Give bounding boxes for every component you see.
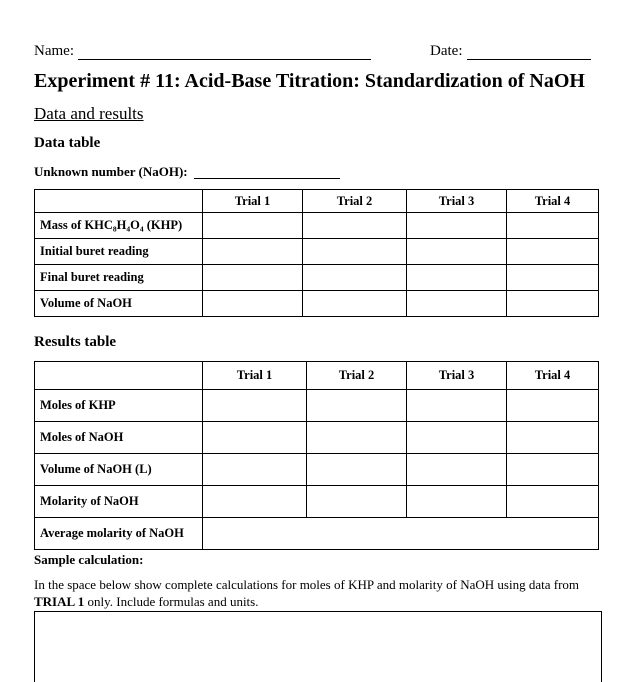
data-cell[interactable] xyxy=(507,291,599,317)
data-cell[interactable] xyxy=(407,265,507,291)
results-cell[interactable] xyxy=(307,486,407,518)
results-cell[interactable] xyxy=(507,486,599,518)
data-cell[interactable] xyxy=(507,265,599,291)
data-cell[interactable] xyxy=(203,239,303,265)
data-row-label: Final buret reading xyxy=(35,265,203,291)
instructions-text: In the space below show complete calculations for moles of KHP and molarity of NaOH using data from xyxy=(34,577,580,592)
results-cell[interactable] xyxy=(407,486,507,518)
unknown-number-label: Unknown number (NaOH): xyxy=(34,164,188,179)
data-cell[interactable] xyxy=(407,291,507,317)
sample-calculation-instructions xyxy=(34,576,599,610)
data-col-header: Trial 4 xyxy=(507,190,599,213)
data-cell[interactable] xyxy=(407,239,507,265)
instructions-emphasis: TRIAL 1 xyxy=(34,594,85,609)
results-table-corner xyxy=(35,362,203,390)
results-cell[interactable] xyxy=(307,390,407,422)
calculation-space[interactable] xyxy=(34,611,602,682)
results-cell[interactable] xyxy=(203,422,307,454)
unknown-number-field[interactable] xyxy=(194,178,340,179)
data-row-label: Initial buret reading xyxy=(35,239,203,265)
results-col-header: Trial 4 xyxy=(507,362,599,390)
data-cell[interactable] xyxy=(303,265,407,291)
data-cell[interactable] xyxy=(507,239,599,265)
results-cell[interactable] xyxy=(507,422,599,454)
data-cell[interactable] xyxy=(303,213,407,239)
page-subtitle: Data and results xyxy=(34,104,144,123)
data-table-corner xyxy=(35,190,203,213)
results-col-header: Trial 1 xyxy=(203,362,307,390)
data-cell[interactable] xyxy=(407,213,507,239)
results-row-label: Moles of KHP xyxy=(35,390,203,422)
results-cell[interactable] xyxy=(407,454,507,486)
name-label: Name: xyxy=(34,43,74,59)
data-table xyxy=(34,189,599,317)
results-row-label: Moles of NaOH xyxy=(35,422,203,454)
results-table-heading: Results table xyxy=(34,334,117,350)
data-row-label: Mass of KHC₈H₄O₄ (KHP) xyxy=(35,213,203,239)
results-cell[interactable] xyxy=(507,454,599,486)
results-cell[interactable] xyxy=(407,390,507,422)
date-label: Date: xyxy=(430,43,463,59)
results-cell[interactable] xyxy=(507,390,599,422)
data-table-heading: Data table xyxy=(34,135,101,151)
results-col-header: Trial 2 xyxy=(307,362,407,390)
data-col-header: Trial 1 xyxy=(203,190,303,213)
average-molarity-cell[interactable] xyxy=(203,518,599,550)
data-cell[interactable] xyxy=(507,213,599,239)
results-col-header: Trial 3 xyxy=(407,362,507,390)
results-cell[interactable] xyxy=(203,454,307,486)
results-row-label: Volume of NaOH (L) xyxy=(35,454,203,486)
page-title: Experiment # 11: Acid-Base Titration: Standardization of NaOH xyxy=(34,70,585,92)
data-cell[interactable] xyxy=(203,213,303,239)
results-row-label: Molarity of NaOH xyxy=(35,486,203,518)
results-cell[interactable] xyxy=(307,422,407,454)
results-cell[interactable] xyxy=(203,486,307,518)
average-molarity-label: Average molarity of NaOH xyxy=(35,518,203,550)
data-cell[interactable] xyxy=(203,265,303,291)
instructions-text-end: only. Include formulas and units. xyxy=(84,594,259,609)
results-cell[interactable] xyxy=(203,390,307,422)
data-cell[interactable] xyxy=(303,291,407,317)
name-field[interactable] xyxy=(78,59,371,60)
data-col-header: Trial 3 xyxy=(407,190,507,213)
data-cell[interactable] xyxy=(203,291,303,317)
results-cell[interactable] xyxy=(407,422,507,454)
sample-calculation-heading: Sample calculation: xyxy=(34,552,144,567)
date-field[interactable] xyxy=(467,59,591,60)
data-cell[interactable] xyxy=(303,239,407,265)
data-col-header: Trial 2 xyxy=(303,190,407,213)
results-table xyxy=(34,361,599,550)
results-cell[interactable] xyxy=(307,454,407,486)
data-row-label: Volume of NaOH xyxy=(35,291,203,317)
